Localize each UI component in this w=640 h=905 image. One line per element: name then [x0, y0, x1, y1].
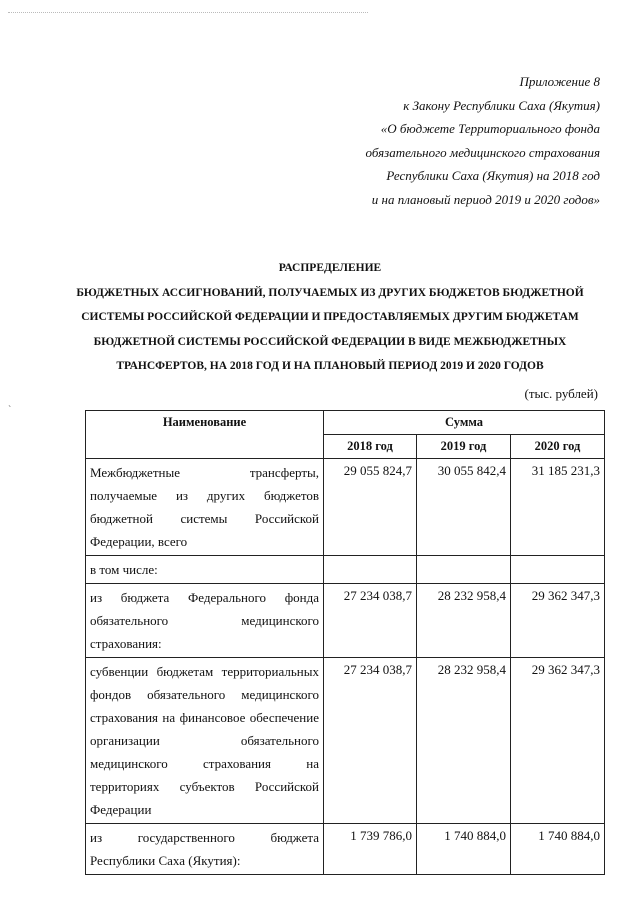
row-value-2018: 1 739 786,0 — [324, 824, 417, 875]
title-line: БЮДЖЕТНОЙ СИСТЕМЫ РОССИЙСКОЙ ФЕДЕРАЦИИ В ВИДЕ МЕЖБЮДЖЕТНЫХ — [93, 335, 567, 348]
scan-artifact-line — [8, 12, 368, 19]
header-year: 2020 год — [511, 435, 605, 459]
row-value-2019: 28 232 958,4 — [417, 658, 511, 824]
row-value-2020: 29 362 347,3 — [511, 658, 605, 824]
table-row — [86, 658, 605, 824]
row-value-2020: 31 185 231,3 — [511, 459, 605, 556]
row-name: Межбюджетные трансферты, получаемые из других бюджетов бюджетной системы Российской Федерации, всего — [86, 459, 324, 556]
header-year: 2019 год — [417, 435, 511, 459]
row-name: в том числе: — [86, 556, 324, 584]
row-value-2020 — [511, 556, 605, 584]
table-row — [86, 459, 605, 556]
title-line: СИСТЕМЫ РОССИЙСКОЙ ФЕДЕРАЦИИ И ПРЕДОСТАВЛЯЕМЫХ ДРУГИМ БЮДЖЕТАМ — [81, 311, 579, 323]
row-value-2019 — [417, 556, 511, 584]
row-value-2018: 27 234 038,7 — [324, 658, 417, 824]
table-row — [86, 584, 605, 658]
appendix-line: к Закону Республики Саха (Якутия) — [403, 97, 600, 113]
row-name: из бюджета Федерального фонда обязательного медицинского страхования: — [86, 584, 324, 658]
budget-table — [85, 410, 605, 875]
table-header-row — [86, 411, 605, 435]
row-value-2019: 30 055 842,4 — [417, 459, 511, 556]
header-year: 2018 год — [324, 435, 417, 459]
row-value-2018: 27 234 038,7 — [324, 584, 417, 658]
scan-artifact-dot: ` — [8, 405, 12, 416]
appendix-block — [240, 70, 600, 211]
row-name: из государственного бюджета Республики Саха (Якутия): — [86, 824, 324, 875]
appendix-line: обязательного медицинского страхования — [365, 144, 600, 160]
appendix-line: «О бюджете Территориального фонда — [380, 121, 600, 136]
row-value-2020: 29 362 347,3 — [511, 584, 605, 658]
header-name: Наименование — [86, 411, 324, 459]
title-line: БЮДЖЕТНЫХ АССИГНОВАНИЙ, ПОЛУЧАЕМЫХ ИЗ ДРУГИХ БЮДЖЕТОВ БЮДЖЕТНОЙ — [76, 286, 584, 299]
appendix-line: Республики Саха (Якутия) на 2018 год — [386, 168, 600, 183]
table-row — [86, 824, 605, 875]
title-line: РАСПРЕДЕЛЕНИЕ — [278, 262, 382, 274]
row-value-2019: 28 232 958,4 — [417, 584, 511, 658]
row-value-2018: 29 055 824,7 — [324, 459, 417, 556]
row-name: субвенции бюджетам территориальных фондов обязательного медицинского страхования на финансовое обеспечение организации обязательного медицинского страхования на территориях субъектов Российской Федерации — [86, 658, 324, 824]
row-value-2019: 1 740 884,0 — [417, 824, 511, 875]
table-row — [86, 556, 605, 584]
title-line: ТРАНСФЕРТОВ, НА 2018 ГОД И НА ПЛАНОВЫЙ ПЕРИОД 2019 И 2020 ГОДОВ — [116, 360, 544, 372]
header-sum: Сумма — [324, 411, 605, 435]
appendix-line: и на плановый период 2019 и 2020 годов» — [371, 191, 600, 207]
row-value-2020: 1 740 884,0 — [511, 824, 605, 875]
units-label: (тыс. рублей) — [524, 386, 598, 401]
appendix-line: Приложение 8 — [519, 74, 600, 89]
row-value-2018 — [324, 556, 417, 584]
document-title — [60, 256, 600, 379]
